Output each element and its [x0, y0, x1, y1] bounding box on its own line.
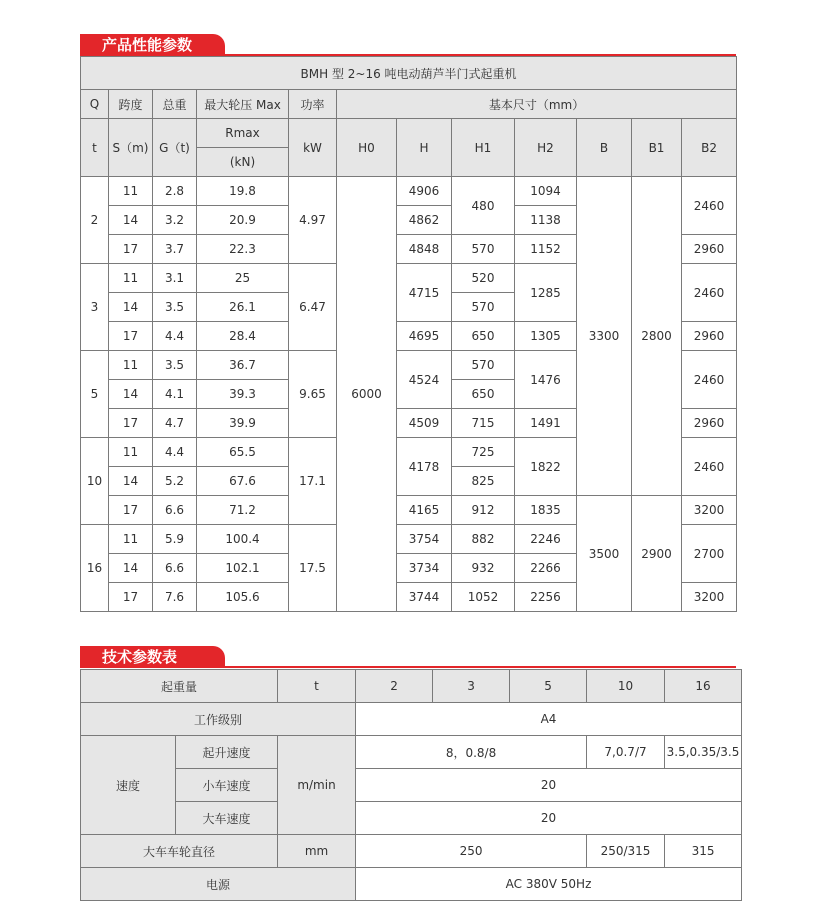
cell: 14: [109, 206, 153, 235]
power-supply-value: AC 380V 50Hz: [356, 868, 742, 901]
cell-q: 10: [81, 438, 109, 525]
cell: 4178: [397, 438, 452, 496]
cell: 14: [109, 554, 153, 583]
label-power-supply: 电源: [81, 868, 356, 901]
cell: 3.7: [153, 235, 197, 264]
cell: 4848: [397, 235, 452, 264]
unit-g: G（t): [153, 119, 197, 177]
cell: 3.2: [153, 206, 197, 235]
cell: 11: [109, 264, 153, 293]
cell: 3200: [682, 583, 737, 612]
cell: 3.1: [153, 264, 197, 293]
cap-10: 10: [587, 670, 665, 703]
cell: 650: [452, 380, 515, 409]
cell: 105.6: [197, 583, 289, 612]
header-dimensions: 基本尺寸（mm）: [337, 90, 737, 119]
cell-power: 9.65: [289, 351, 337, 438]
tech-table: [80, 669, 742, 901]
header-h0: H0: [337, 119, 397, 177]
cell: 22.3: [197, 235, 289, 264]
label-lift-speed: 起升速度: [176, 736, 278, 769]
cell: 1052: [452, 583, 515, 612]
cell: 825: [452, 467, 515, 496]
label-crane-speed: 大车速度: [176, 802, 278, 835]
cell: 26.1: [197, 293, 289, 322]
unit-rmax: Rmax: [197, 119, 289, 148]
cell-h0: 6000: [337, 177, 397, 612]
unit-s: S（m): [109, 119, 153, 177]
header-h: H: [397, 119, 452, 177]
label-capacity: 起重量: [81, 670, 278, 703]
cell: 570: [452, 235, 515, 264]
cell: 2460: [682, 264, 737, 322]
cell: 2700: [682, 525, 737, 583]
table-caption: BMH 型 2~16 吨电动葫芦半门式起重机: [81, 57, 737, 90]
cell: 1476: [515, 351, 577, 409]
cell: 17: [109, 322, 153, 351]
cell: 6.6: [153, 554, 197, 583]
cell-power: 6.47: [289, 264, 337, 351]
header-power: 功率: [289, 90, 337, 119]
lift-speed-c: 3.5,0.35/3.5: [665, 736, 742, 769]
cell: 4906: [397, 177, 452, 206]
cell: 100.4: [197, 525, 289, 554]
cell: 4165: [397, 496, 452, 525]
cell: 1285: [515, 264, 577, 322]
work-class-value: A4: [356, 703, 742, 736]
cell: 4715: [397, 264, 452, 322]
cell: 4.4: [153, 438, 197, 467]
cap-3: 3: [433, 670, 510, 703]
header-b2: B2: [682, 119, 737, 177]
cell: 17: [109, 583, 153, 612]
cell: 4.7: [153, 409, 197, 438]
cell: 912: [452, 496, 515, 525]
cell: 20.9: [197, 206, 289, 235]
cell: 39.3: [197, 380, 289, 409]
cell: 1152: [515, 235, 577, 264]
cell: 3.5: [153, 351, 197, 380]
cell: 1138: [515, 206, 577, 235]
cell: 1305: [515, 322, 577, 351]
cell: 932: [452, 554, 515, 583]
cell: 17: [109, 235, 153, 264]
header-wheel-load: 最大轮压 Max: [197, 90, 289, 119]
cell-b: 3300: [577, 177, 632, 496]
cell: 2460: [682, 351, 737, 409]
header-b: B: [577, 119, 632, 177]
cap-2: 2: [356, 670, 433, 703]
cell-b1: 2900: [632, 496, 682, 612]
cell: 71.2: [197, 496, 289, 525]
cell: 67.6: [197, 467, 289, 496]
label-wheel-diameter: 大车车轮直径: [81, 835, 278, 868]
label-trolley-speed: 小车速度: [176, 769, 278, 802]
header-h1: H1: [452, 119, 515, 177]
cell: 17: [109, 409, 153, 438]
header-b1: B1: [632, 119, 682, 177]
cell-q: 5: [81, 351, 109, 438]
label-speed: 速度: [81, 736, 176, 835]
cell-power: 17.1: [289, 438, 337, 525]
cell: 715: [452, 409, 515, 438]
cell: 14: [109, 380, 153, 409]
cell: 25: [197, 264, 289, 293]
trolley-speed-value: 20: [356, 769, 742, 802]
cell: 7.6: [153, 583, 197, 612]
cell: 4.1: [153, 380, 197, 409]
performance-table: [80, 56, 737, 612]
cell-b1: 2800: [632, 177, 682, 496]
cell: 480: [452, 177, 515, 235]
wheel-dia-c: 315: [665, 835, 742, 868]
cell: 3.5: [153, 293, 197, 322]
cell: 520: [452, 264, 515, 293]
cell: 2246: [515, 525, 577, 554]
cell: 4524: [397, 351, 452, 409]
unit-t: t: [278, 670, 356, 703]
wheel-dia-a: 250: [356, 835, 587, 868]
cell: 11: [109, 351, 153, 380]
unit-kw: kW: [289, 119, 337, 177]
cell-q: 3: [81, 264, 109, 351]
table-row: [81, 177, 737, 206]
cell: 2.8: [153, 177, 197, 206]
section-title-performance: 产品性能参数: [80, 34, 225, 56]
cell: 6.6: [153, 496, 197, 525]
lift-speed-a: 8，0.8/8: [356, 736, 587, 769]
cell: 3200: [682, 496, 737, 525]
cell: 2960: [682, 322, 737, 351]
cell: 39.9: [197, 409, 289, 438]
cell: 2960: [682, 235, 737, 264]
cell: 2460: [682, 177, 737, 235]
cell: 2460: [682, 438, 737, 496]
cell: 28.4: [197, 322, 289, 351]
crane-speed-value: 20: [356, 802, 742, 835]
cell: 19.8: [197, 177, 289, 206]
cell: 3744: [397, 583, 452, 612]
wheel-unit: mm: [278, 835, 356, 868]
cell: 14: [109, 293, 153, 322]
header-q: Q: [81, 90, 109, 119]
unit-t: t: [81, 119, 109, 177]
cell: 102.1: [197, 554, 289, 583]
header-weight: 总重: [153, 90, 197, 119]
wheel-dia-b: 250/315: [587, 835, 665, 868]
section-title-tech: 技术参数表: [80, 646, 225, 668]
cell-q: 16: [81, 525, 109, 612]
speed-unit: m/min: [278, 736, 356, 835]
cell: 14: [109, 467, 153, 496]
cell: 17: [109, 496, 153, 525]
cell: 4862: [397, 206, 452, 235]
header-h2: H2: [515, 119, 577, 177]
table-row: [81, 496, 737, 525]
cell: 11: [109, 438, 153, 467]
cell: 4509: [397, 409, 452, 438]
section-divider: [80, 666, 736, 668]
header-span: 跨度: [109, 90, 153, 119]
cell: 11: [109, 177, 153, 206]
cell: 1491: [515, 409, 577, 438]
cell-power: 17.5: [289, 525, 337, 612]
cell: 5.2: [153, 467, 197, 496]
cell: 2960: [682, 409, 737, 438]
cell: 4695: [397, 322, 452, 351]
cell: 2256: [515, 583, 577, 612]
cell: 725: [452, 438, 515, 467]
cell: 650: [452, 322, 515, 351]
cell: 1822: [515, 438, 577, 496]
cell: 5.9: [153, 525, 197, 554]
cell: 882: [452, 525, 515, 554]
cap-5: 5: [510, 670, 587, 703]
cell: 65.5: [197, 438, 289, 467]
lift-speed-b: 7,0.7/7: [587, 736, 665, 769]
cell: 11: [109, 525, 153, 554]
cap-16: 16: [665, 670, 742, 703]
cell: 3734: [397, 554, 452, 583]
cell-power: 4.97: [289, 177, 337, 264]
unit-kn: (kN): [197, 148, 289, 177]
cell: 3754: [397, 525, 452, 554]
cell: 570: [452, 293, 515, 322]
cell-b: 3500: [577, 496, 632, 612]
cell: 570: [452, 351, 515, 380]
cell: 36.7: [197, 351, 289, 380]
label-work-class: 工作级别: [81, 703, 356, 736]
cell: 1094: [515, 177, 577, 206]
cell: 2266: [515, 554, 577, 583]
cell: 1835: [515, 496, 577, 525]
cell-q: 2: [81, 177, 109, 264]
cell: 4.4: [153, 322, 197, 351]
